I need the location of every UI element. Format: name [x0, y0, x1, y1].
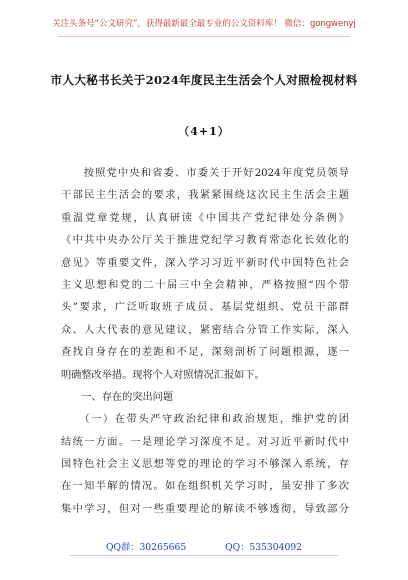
body-line: 头”要求，广泛听取班子成员、基层党组织、党员干部群 — [61, 302, 349, 314]
body-line: 主义思想和党的二十届三中全会精神，严格按照“四个带 — [61, 279, 349, 291]
body-line: （一）在带头严守政治纪律和政治规矩，维护党的团 — [61, 414, 349, 426]
header-divider — [58, 36, 350, 37]
document-title: 市人大秘书长关于2024年度民主生活会个人对照检视材料 — [50, 73, 358, 87]
body-line: 结统一方面。一是理论学习深度不足。对习近平新时代中 — [61, 436, 349, 448]
body-line: 干部民主生活会的要求，我紧紧围绕这次民主生活会主题 — [61, 190, 349, 202]
body-line: 按照党中央和省委、市委关于开好2024年度党员领导 — [61, 168, 349, 179]
document-body — [61, 163, 349, 521]
footer-divider — [70, 555, 338, 556]
body-line: 国特色社会主义思想等党的理论的学习不够深入系统，存 — [61, 459, 349, 471]
body-line: 在一知半解的情况。如在组织机关学习时，虽安排了多次 — [61, 481, 349, 493]
body-line: 查找自身存在的差距和不足，深刻剖析了问题根源，逐一 — [61, 347, 349, 359]
document-subtitle: （4+1） — [178, 125, 230, 138]
footer-contact — [0, 539, 408, 553]
body-line: 重温党章党规，认真研读《中国共产党纪律处分条例》 — [61, 212, 349, 224]
body-line: 集中学习，但对一些重要理论的解读不够透彻，导致部分 — [61, 503, 349, 515]
header-banner: 关注头条号“公文研究”，获得最新最全最专业的公文资料库！ 微信：gongwenyj — [52, 19, 356, 29]
footer-qq-group: QQ群：30265665 — [106, 542, 187, 553]
body-line: 众、人大代表的意见建议，紧密结合分管工作实际，深入 — [61, 324, 349, 336]
body-line: 意见》等重要文件，深入学习习近平新时代中国特色社会 — [61, 257, 349, 269]
footer-qq: QQ：535304092 — [225, 542, 302, 553]
body-line: 《中共中央办公厅关于推进党纪学习教育常态化长效化的 — [61, 235, 349, 247]
body-line: 明确整改举措。现将个人对照情况汇报如下。 — [61, 369, 265, 381]
section-heading: 一、存在的突出问题 — [61, 391, 174, 403]
